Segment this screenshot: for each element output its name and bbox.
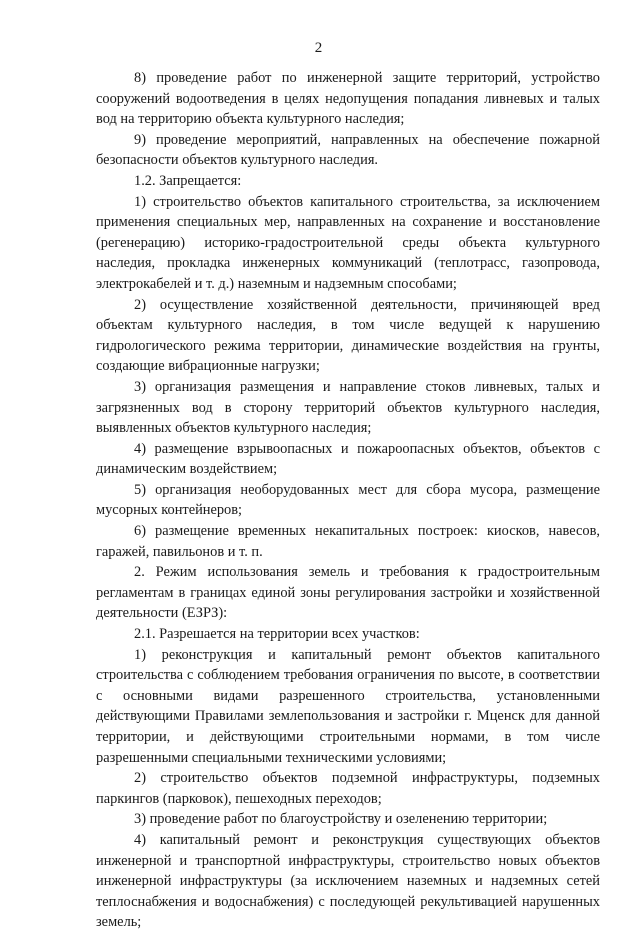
paragraph: 3) проведение работ по благоустройству и озеленению территории;	[134, 811, 548, 828]
paragraph: 9) проведение мероприятий, направленных на обеспечение пожарной безопасности объектов культурного наследия.	[96, 131, 600, 169]
paragraph: 4) размещение взрывоопасных и пожароопасных объектов, объектов с динамическим воздействием;	[96, 440, 600, 478]
page-number: 2	[314, 40, 323, 56]
paragraph: 2) осуществление хозяйственной деятельности, причиняющей вред объектам культурного наследия, в том числе ведущей к нарушению гидрологического режима территории, динамические воздействия на грунты, создающие вибрационные нагрузки;	[96, 296, 600, 375]
paragraph: 1.2. Запрещается:	[134, 172, 242, 189]
paragraph: 2) строительство объектов подземной инфраструктуры, подземных паркингов (парковок), пешеходных переходов;	[96, 770, 600, 807]
paragraph: 2.1. Разрешается на территории всех участков:	[134, 626, 420, 643]
paragraph: 2. Режим использования земель и требования к градостроительным регламентам в границах единой зоны регулирования застройки и хозяйственной деятельности (ЕЗРЗ):	[96, 564, 600, 622]
paragraph: 1) строительство объектов капитального строительства, за исключением применения специальных мер, направленных на сохранение и восстановление (регенерацию) историко-градостроительной среды объекта культурного наследия, прокладка инженерных коммуникаций (теплотрасс, газопровода, электрокабелей и т. д.) наземным и надземным способами;	[96, 193, 600, 292]
paragraph: 5) организация необорудованных мест для сбора мусора, размещение мусорных контейнеров;	[96, 481, 600, 519]
paragraph: 3) организация размещения и направление стоков ливневых, талых и загрязненных вод в сторону территорий объектов культурного наследия, выявленных объектов культурного наследия;	[96, 378, 600, 437]
document-body	[96, 68, 600, 933]
paragraph: 4) капитальный ремонт и реконструкция существующих объектов инженерной и транспортной инфраструктуры, строительство новых объектов инженерной инфраструктуры (за исключением наземных и надземных сетей теплоснабжения и водоснабжения) с последующей рекультивацией нарушенных земель;	[96, 831, 600, 931]
paragraph: 1) реконструкция и капитальный ремонт объектов капитального строительства с соблюдением требования ограничения по высоте, в соответствии с основными видами разрешенного строительства, установленными действующими Правилами землепользования и застройки г. Мценск для данной территории, и действующими строительными нормами, в том числе разрешенными специальными техническими условиями;	[96, 646, 600, 766]
paragraph: 6) размещение временных некапитальных построек: киосков, навесов, гаражей, павильонов и т. п.	[96, 523, 600, 560]
paragraph: 8) проведение работ по инженерной защите территорий, устройство сооружений водоотведения в целях недопущения попадания ливневых и талых вод на территорию объекта культурного наследия;	[96, 70, 600, 128]
